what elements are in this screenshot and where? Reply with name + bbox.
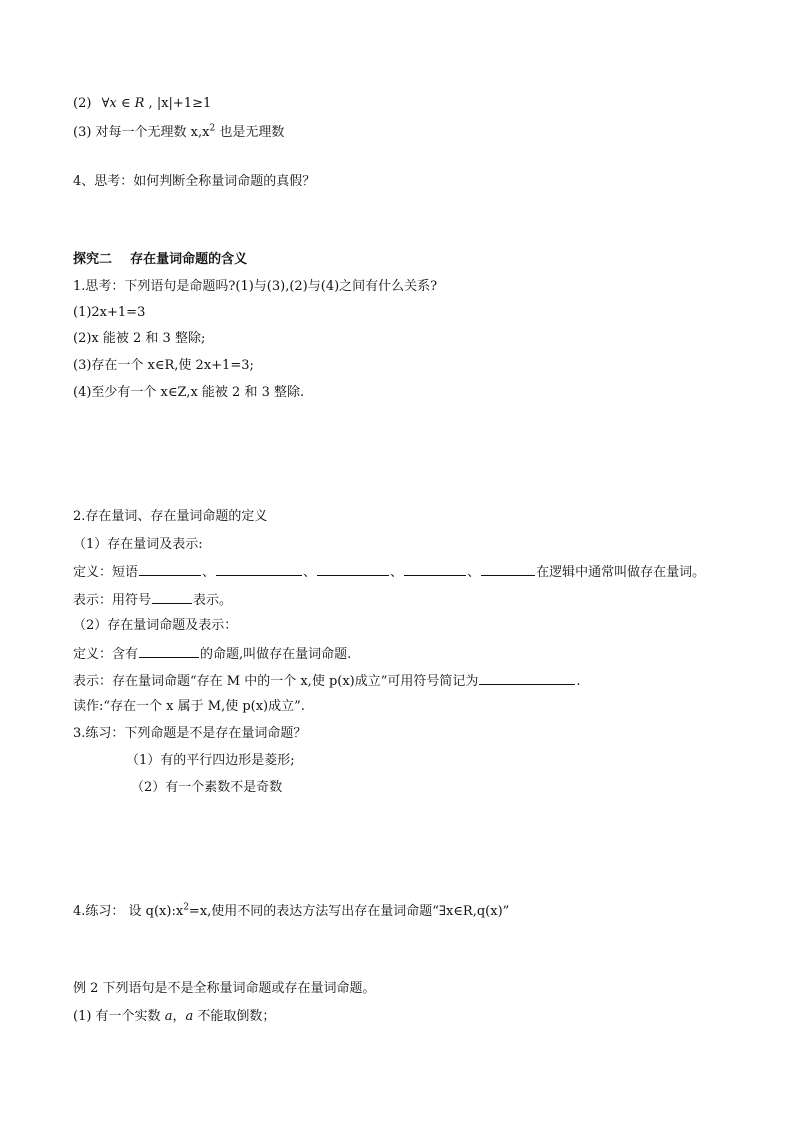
text: 的命题,叫做存在量词命题. xyxy=(200,647,352,662)
separator: 、 xyxy=(390,565,404,580)
definition-heading xyxy=(73,509,267,525)
text: (4)至少有一个 x∈Z,x 能被 2 和 3 整除. xyxy=(73,385,305,400)
item-number: (2) xyxy=(73,96,92,111)
text: (1) 有一个实数 xyxy=(73,1009,165,1024)
think-question-1 xyxy=(73,279,437,295)
subheading-existential-quantifier xyxy=(73,537,203,553)
exercise-4 xyxy=(73,904,509,920)
example-2-heading xyxy=(73,981,376,997)
superscript: 2 xyxy=(183,902,189,913)
fill-blank[interactable] xyxy=(404,563,466,576)
text: , |x|+1≥1 xyxy=(144,96,212,111)
text: 1.思考：下列语句是命题吗?(1)与(3),(2)与(4)之间有什么关系? xyxy=(73,279,438,294)
text: (1)2x+1=3 xyxy=(73,305,146,320)
fill-blank[interactable] xyxy=(481,563,535,576)
text: 定义：含有 xyxy=(73,647,139,662)
text: =x,使用不同的表达方法写出存在量词命题“∃x∈R,q(x)” xyxy=(188,904,510,919)
text: （1）存在量词及表示: xyxy=(73,537,203,552)
text: 表示。 xyxy=(193,593,233,608)
proposition-definition-line xyxy=(73,645,351,663)
separator: 、 xyxy=(467,565,481,580)
line-3-irrational xyxy=(73,125,284,141)
notation-line xyxy=(73,672,581,690)
fill-blank[interactable] xyxy=(139,645,199,658)
exercise-3 xyxy=(73,726,306,742)
text: （2）存在量词命题及表示： xyxy=(73,618,238,633)
definition-line xyxy=(73,563,705,581)
separator: 、 xyxy=(202,565,216,580)
text: 读作:“存在一个 x 属于 M,使 p(x)成立”. xyxy=(73,699,305,714)
text: . xyxy=(576,674,581,689)
text: （2）有一个素数不是奇数 xyxy=(131,780,283,795)
text: 不能取倒数； xyxy=(193,1009,276,1024)
text: 在逻辑中通常叫做存在量词。 xyxy=(536,565,706,580)
text: (2)x 能被 2 和 3 整除; xyxy=(73,331,206,346)
text: 4.练习： 设 q(x):x xyxy=(73,904,184,919)
text: 3.练习：下列命题是不是存在量词命题？ xyxy=(73,726,307,741)
math-variable: a xyxy=(185,1009,194,1024)
math-expression: ∀x ∈ R xyxy=(101,96,145,111)
separator: 、 xyxy=(303,565,317,580)
exercise-3-item-1 xyxy=(126,753,295,769)
text: 也是无理数 xyxy=(215,125,285,140)
section-heading-2 xyxy=(73,252,247,268)
fill-blank[interactable] xyxy=(139,563,201,576)
fill-blank[interactable] xyxy=(216,563,302,576)
text: 4、思考：如何判断全称量词命题的真假？ xyxy=(73,174,316,189)
text: ， xyxy=(172,1009,186,1024)
math-variable: a xyxy=(164,1009,173,1024)
think-question-4 xyxy=(73,174,315,190)
statement-1 xyxy=(73,305,145,321)
exercise-3-item-2 xyxy=(131,780,282,796)
fill-blank[interactable] xyxy=(152,591,192,604)
superscript: 2 xyxy=(209,123,216,134)
heading-text: 探究二 存在量词命题的含义 xyxy=(73,252,248,267)
fill-blank[interactable] xyxy=(317,563,389,576)
line-2-universal xyxy=(73,96,211,112)
text: （1）有的平行四边形是菱形; xyxy=(126,753,295,768)
subheading-existential-proposition xyxy=(73,618,237,634)
statement-2 xyxy=(73,331,205,347)
text: (3) 对每一个无理数 x,x xyxy=(73,125,210,140)
text: 表示：存在量词命题“存在 M 中的一个 x,使 p(x)成立”可用符号简记为 xyxy=(73,674,479,689)
reading-line xyxy=(73,699,305,715)
text: 例 2 下列语句是不是全称量词命题或存在量词命题。 xyxy=(73,981,376,996)
text: 2.存在量词、存在量词命题的定义 xyxy=(73,509,268,524)
text: 表示：用符号 xyxy=(73,593,152,608)
text: 定义：短语 xyxy=(73,565,139,580)
statement-4 xyxy=(73,385,304,401)
fill-blank[interactable] xyxy=(479,672,575,685)
text: (3)存在一个 x∈R,使 2x+1=3; xyxy=(73,358,254,373)
statement-3 xyxy=(73,358,254,374)
example-2-item-1 xyxy=(73,1009,275,1025)
symbol-line xyxy=(73,591,232,609)
